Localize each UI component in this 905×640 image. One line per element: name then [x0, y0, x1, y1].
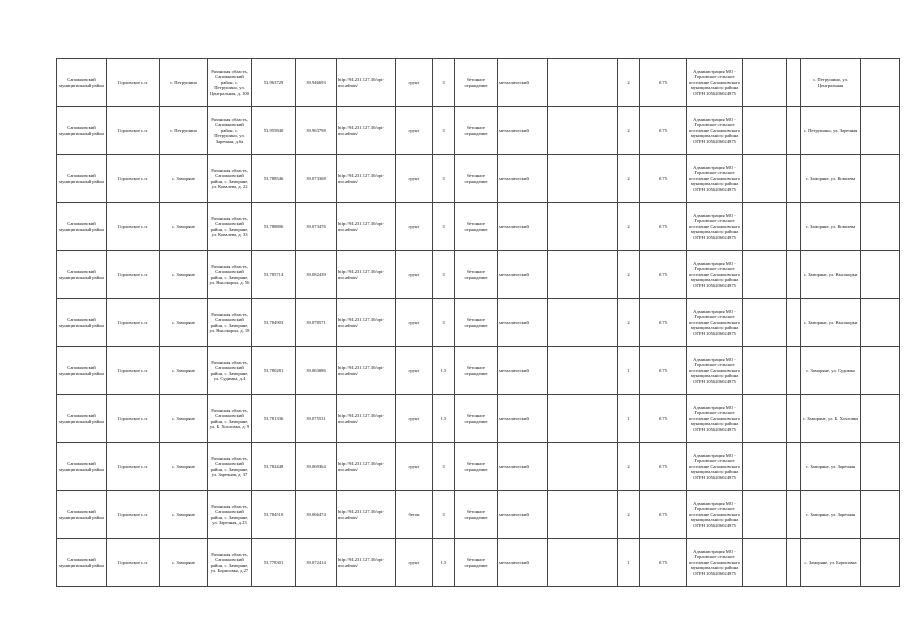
area-cell: 1.5 — [433, 395, 455, 443]
village-cell: с. Петрушино — [160, 107, 208, 155]
village-cell: с. Заморяне — [160, 539, 208, 587]
area-cell: 3 — [433, 299, 455, 347]
longitude-cell: 39.066474 — [296, 491, 337, 539]
settlement-cell: Горловское с.п. — [107, 203, 160, 251]
district-cell: Сапожковский муниципальный район — [57, 491, 107, 539]
district-cell: Сапожковский муниципальный район — [57, 539, 107, 587]
volume-cell: 0.75 — [640, 539, 687, 587]
empty-cell — [787, 59, 801, 107]
empty-cell — [743, 203, 787, 251]
empty-cell — [743, 395, 787, 443]
container-count-cell: 2 — [618, 203, 640, 251]
empty-cell — [787, 251, 801, 299]
district-cell: Сапожковский муниципальный район — [57, 155, 107, 203]
owner-cell: Администрация МО - Горловское сельское поселение Сапожковского муниципального района ОГРН 1056206024875 — [687, 491, 743, 539]
container-count-cell: 1 — [618, 395, 640, 443]
volume-cell: 0.75 — [640, 59, 687, 107]
waste-sources-cell: с. Заморяне, ул. Заречная — [801, 443, 861, 491]
area-cell: 1.5 — [433, 347, 455, 395]
surface-cell: грунт — [396, 443, 433, 491]
area-cell: 3 — [433, 155, 455, 203]
map-link-cell: http://94.231.127.30/opt-mo.admin/ — [337, 395, 396, 443]
volume-cell: 0.75 — [640, 347, 687, 395]
surface-cell: грунт — [396, 59, 433, 107]
settlement-cell: Горловское с.п. — [107, 491, 160, 539]
table-row — [57, 203, 900, 251]
area-cell: 1.5 — [433, 539, 455, 587]
waste-sources-cell: с. Заморяне, ул. Высокорьи — [801, 299, 861, 347]
owner-cell: Администрация МО - Горловское сельское поселение Сапожковского муниципального района ОГРН 1056206024875 — [687, 155, 743, 203]
area-cell: 3 — [433, 59, 455, 107]
latitude-cell: 53.784903 — [252, 299, 296, 347]
waste-sources-cell: с. Петрушино, ул. Заречная — [801, 107, 861, 155]
surface-cell: грунт — [396, 539, 433, 587]
empty-cell — [548, 347, 618, 395]
village-cell: с. Заморяне — [160, 491, 208, 539]
settlement-cell: Горловское с.п. — [107, 299, 160, 347]
latitude-cell: 53.963729 — [252, 59, 296, 107]
district-cell: Сапожковский муниципальный район — [57, 395, 107, 443]
address-cell: Рязанская область, Сапожковский район, с. Заморяне, ул. Ковалева, д. 22 — [208, 155, 252, 203]
empty-cell — [787, 155, 801, 203]
fence-cell: бетонное ограждение — [455, 203, 498, 251]
owner-cell: Администрация МО - Горловское сельское поселение Сапожковского муниципального района ОГРН 1056206024875 — [687, 299, 743, 347]
volume-cell: 0.75 — [640, 155, 687, 203]
container-type-cell: металлический — [498, 107, 548, 155]
address-cell: Рязанская область, Сапожковский район, с. Заморяне, ул. Заречная, д. 37 — [208, 443, 252, 491]
address-cell: Рязанская область, Сапожковский район, с. Петрушино, ул. Центральная, д. 100 — [208, 59, 252, 107]
settlement-cell: Горловское с.п. — [107, 59, 160, 107]
map-link-cell: http://94.231.127.30/opt-mo.admin/ — [337, 107, 396, 155]
empty-cell — [861, 443, 900, 491]
map-link-cell: http://94.231.127.30/opt-mo.admin/ — [337, 203, 396, 251]
empty-cell — [743, 491, 787, 539]
fence-cell: бетонное ограждение — [455, 251, 498, 299]
fence-cell: бетонное ограждение — [455, 347, 498, 395]
container-count-cell: 2 — [618, 155, 640, 203]
district-cell: Сапожковский муниципальный район — [57, 299, 107, 347]
owner-cell: Администрация МО - Горловское сельское поселение Сапожковского муниципального района ОГРН 1056206024875 — [687, 347, 743, 395]
container-type-cell: металлический — [498, 155, 548, 203]
settlement-cell: Горловское с.п. — [107, 539, 160, 587]
empty-cell — [743, 539, 787, 587]
fence-cell: бетонное ограждение — [455, 59, 498, 107]
owner-cell: Администрация МО - Горловское сельское поселение Сапожковского муниципального района ОГРН 1056206024875 — [687, 395, 743, 443]
empty-cell — [861, 491, 900, 539]
empty-cell — [548, 539, 618, 587]
village-cell: с. Заморяне — [160, 395, 208, 443]
address-cell: Рязанская область, Сапожковский район, с. Заморяне, ул. Б. Хохловка, д. 9 — [208, 395, 252, 443]
district-cell: Сапожковский муниципальный район — [57, 251, 107, 299]
map-link-cell: http://94.231.127.30/opt-mo.admin/ — [337, 347, 396, 395]
surface-cell: грунт — [396, 347, 433, 395]
district-cell: Сапожковский муниципальный район — [57, 107, 107, 155]
latitude-cell: 53.781336 — [252, 395, 296, 443]
waste-sources-cell: с. Заморяне, ул. Ковалева — [801, 203, 861, 251]
empty-cell — [787, 491, 801, 539]
container-type-cell: металлический — [498, 59, 548, 107]
district-cell: Сапожковский муниципальный район — [57, 59, 107, 107]
area-cell: 3 — [433, 443, 455, 491]
table-row — [57, 395, 900, 443]
latitude-cell: 53.788546 — [252, 155, 296, 203]
fence-cell: бетонное ограждение — [455, 539, 498, 587]
table-row — [57, 491, 900, 539]
map-link-cell: http://94.231.127.30/opt-mo.admin/ — [337, 299, 396, 347]
village-cell: с. Заморяне — [160, 155, 208, 203]
address-cell: Рязанская область, Сапожковский район, с. Заморяне, ул. Ковалева, д. 33 — [208, 203, 252, 251]
table-row — [57, 299, 900, 347]
empty-cell — [548, 251, 618, 299]
fence-cell: бетонное ограждение — [455, 155, 498, 203]
container-type-cell: металлический — [498, 203, 548, 251]
waste-sources-cell: с. Заморяне, ул. Высокорьи — [801, 251, 861, 299]
map-link-cell: http://94.231.127.30/opt-mo.admin/ — [337, 251, 396, 299]
waste-sources-cell: с. Петрушино, ул. Центральная — [801, 59, 861, 107]
container-count-cell: 1 — [618, 347, 640, 395]
table-row — [57, 107, 900, 155]
container-type-cell: металлический — [498, 539, 548, 587]
area-cell: 3 — [433, 107, 455, 155]
surface-cell: грунт — [396, 251, 433, 299]
empty-cell — [861, 203, 900, 251]
map-link-cell: http://94.231.127.30/opt-mo.admin/ — [337, 539, 396, 587]
empty-cell — [861, 155, 900, 203]
empty-cell — [861, 395, 900, 443]
empty-cell — [743, 59, 787, 107]
fence-cell: бетонное ограждение — [455, 491, 498, 539]
empty-cell — [548, 443, 618, 491]
empty-cell — [861, 59, 900, 107]
waste-sources-cell: с. Заморяне, ул. Заречная — [801, 491, 861, 539]
empty-cell — [548, 203, 618, 251]
empty-cell — [787, 107, 801, 155]
empty-cell — [787, 443, 801, 491]
district-cell: Сапожковский муниципальный район — [57, 443, 107, 491]
map-link-cell: http://94.231.127.30/opt-mo.admin/ — [337, 491, 396, 539]
registry-table — [56, 58, 900, 587]
surface-cell: грунт — [396, 395, 433, 443]
settlement-cell: Горловское с.п. — [107, 107, 160, 155]
empty-cell — [743, 251, 787, 299]
waste-sources-cell: с. Заморяне, ул. Борисовка — [801, 539, 861, 587]
empty-cell — [861, 347, 900, 395]
empty-cell — [743, 299, 787, 347]
longitude-cell: 39.063086 — [296, 347, 337, 395]
container-type-cell: металлический — [498, 251, 548, 299]
waste-sources-cell: с. Заморяне, ул. Ковалева — [801, 155, 861, 203]
fence-cell: бетонное ограждение — [455, 443, 498, 491]
container-count-cell: 2 — [618, 251, 640, 299]
volume-cell: 0.75 — [640, 491, 687, 539]
container-type-cell: металлический — [498, 347, 548, 395]
address-cell: Рязанская область, Сапожковский район, с. Заморяне, ул. Заречная, д.25 — [208, 491, 252, 539]
empty-cell — [787, 395, 801, 443]
village-cell: с. Заморяне — [160, 443, 208, 491]
table-row — [57, 539, 900, 587]
longitude-cell: 39.946693 — [296, 59, 337, 107]
latitude-cell: 53.780281 — [252, 347, 296, 395]
empty-cell — [548, 491, 618, 539]
volume-cell: 0.75 — [640, 107, 687, 155]
empty-cell — [787, 299, 801, 347]
owner-cell: Администрация МО - Горловское сельское поселение Сапожковского муниципального района ОГРН 1056206024875 — [687, 59, 743, 107]
village-cell: с. Заморяне — [160, 347, 208, 395]
longitude-cell: 39.072414 — [296, 539, 337, 587]
owner-cell: Администрация МО - Горловское сельское поселение Сапожковского муниципального района ОГРН 1056206024875 — [687, 251, 743, 299]
surface-cell: грунт — [396, 155, 433, 203]
longitude-cell: 39.073476 — [296, 203, 337, 251]
container-count-cell: 2 — [618, 107, 640, 155]
village-cell: с. Заморяне — [160, 203, 208, 251]
empty-cell — [787, 347, 801, 395]
empty-cell — [548, 299, 618, 347]
latitude-cell: 53.782448 — [252, 443, 296, 491]
map-link-cell: http://94.231.127.30/opt-mo.admin/ — [337, 59, 396, 107]
table-row — [57, 251, 900, 299]
empty-cell — [787, 203, 801, 251]
latitude-cell: 53.784510 — [252, 491, 296, 539]
empty-cell — [861, 107, 900, 155]
settlement-cell: Горловское с.п. — [107, 395, 160, 443]
address-cell: Рязанская область, Сапожковский район, с. Заморяне, ул. Высокорьи, д. 18 — [208, 299, 252, 347]
longitude-cell: 39.078571 — [296, 299, 337, 347]
settlement-cell: Горловское с.п. — [107, 443, 160, 491]
owner-cell: Администрация МО - Горловское сельское поселение Сапожковского муниципального района ОГРН 1056206024875 — [687, 539, 743, 587]
fence-cell: бетонное ограждение — [455, 299, 498, 347]
container-type-cell: металлический — [498, 395, 548, 443]
village-cell: с. Заморяне — [160, 251, 208, 299]
longitude-cell: 39.082439 — [296, 251, 337, 299]
container-count-cell: 2 — [618, 491, 640, 539]
container-count-cell: 2 — [618, 59, 640, 107]
fence-cell: бетонное ограждение — [455, 107, 498, 155]
empty-cell — [861, 251, 900, 299]
empty-cell — [861, 299, 900, 347]
latitude-cell: 53.785714 — [252, 251, 296, 299]
container-type-cell: металлический — [498, 299, 548, 347]
empty-cell — [743, 347, 787, 395]
district-cell: Сапожковский муниципальный район — [57, 203, 107, 251]
container-type-cell: металлический — [498, 443, 548, 491]
volume-cell: 0.75 — [640, 299, 687, 347]
longitude-cell: 39.073368 — [296, 155, 337, 203]
settlement-cell: Горловское с.п. — [107, 155, 160, 203]
table-row — [57, 347, 900, 395]
settlement-cell: Горловское с.п. — [107, 251, 160, 299]
district-cell: Сапожковский муниципальный район — [57, 347, 107, 395]
container-type-cell: металлический — [498, 491, 548, 539]
volume-cell: 0.75 — [640, 251, 687, 299]
empty-cell — [861, 539, 900, 587]
empty-cell — [743, 155, 787, 203]
longitude-cell: 39.075531 — [296, 395, 337, 443]
village-cell: с. Петрушино — [160, 59, 208, 107]
map-link-cell: http://94.231.127.30/opt-mo.admin/ — [337, 155, 396, 203]
latitude-cell: 53.778301 — [252, 539, 296, 587]
volume-cell: 0.75 — [640, 395, 687, 443]
village-cell: с. Заморяне — [160, 299, 208, 347]
container-count-cell: 2 — [618, 299, 640, 347]
owner-cell: Администрация МО - Горловское сельское поселение Сапожковского муниципального района ОГРН 1056206024875 — [687, 203, 743, 251]
latitude-cell: 53.955840 — [252, 107, 296, 155]
area-cell: 3 — [433, 203, 455, 251]
table-row — [57, 443, 900, 491]
address-cell: Рязанская область, Сапожковский район, с. Заморяне, ул. Борисовка, д.27 — [208, 539, 252, 587]
empty-cell — [743, 107, 787, 155]
waste-sources-cell: с. Заморяне, ул. Судимка — [801, 347, 861, 395]
fence-cell: бетонное ограждение — [455, 395, 498, 443]
surface-cell: грунт — [396, 107, 433, 155]
map-link-cell: http://94.231.127.30/opt-mo.admin/ — [337, 443, 396, 491]
waste-sources-cell: с. Заморяне, ул. Б. Хохловка — [801, 395, 861, 443]
longitude-cell: 39.963798 — [296, 107, 337, 155]
volume-cell: 0.75 — [640, 443, 687, 491]
surface-cell: бетон — [396, 491, 433, 539]
surface-cell: грунт — [396, 299, 433, 347]
longitude-cell: 39.069364 — [296, 443, 337, 491]
table-row — [57, 59, 900, 107]
settlement-cell: Горловское с.п. — [107, 347, 160, 395]
address-cell: Рязанская область, Сапожковский район, с. Петрушино, ул. Заречная, д.6а — [208, 107, 252, 155]
empty-cell — [548, 59, 618, 107]
empty-cell — [548, 395, 618, 443]
surface-cell: грунт — [396, 203, 433, 251]
empty-cell — [787, 539, 801, 587]
area-cell: 3 — [433, 491, 455, 539]
empty-cell — [743, 443, 787, 491]
owner-cell: Администрация МО - Горловское сельское поселение Сапожковского муниципального района ОГРН 1056206024875 — [687, 443, 743, 491]
container-count-cell: 2 — [618, 443, 640, 491]
area-cell: 3 — [433, 251, 455, 299]
empty-cell — [548, 155, 618, 203]
address-cell: Рязанская область, Сапожковский район, с. Заморяне, ул. Высокорьи, д. 56 — [208, 251, 252, 299]
table-row — [57, 155, 900, 203]
address-cell: Рязанская область, Сапожковский район, с. Заморяне, ул. Судимка, д.4 — [208, 347, 252, 395]
empty-cell — [548, 107, 618, 155]
owner-cell: Администрация МО - Горловское сельское поселение Сапожковского муниципального района ОГРН 1056206024875 — [687, 107, 743, 155]
container-count-cell: 1 — [618, 539, 640, 587]
latitude-cell: 53.788806 — [252, 203, 296, 251]
volume-cell: 0.75 — [640, 203, 687, 251]
